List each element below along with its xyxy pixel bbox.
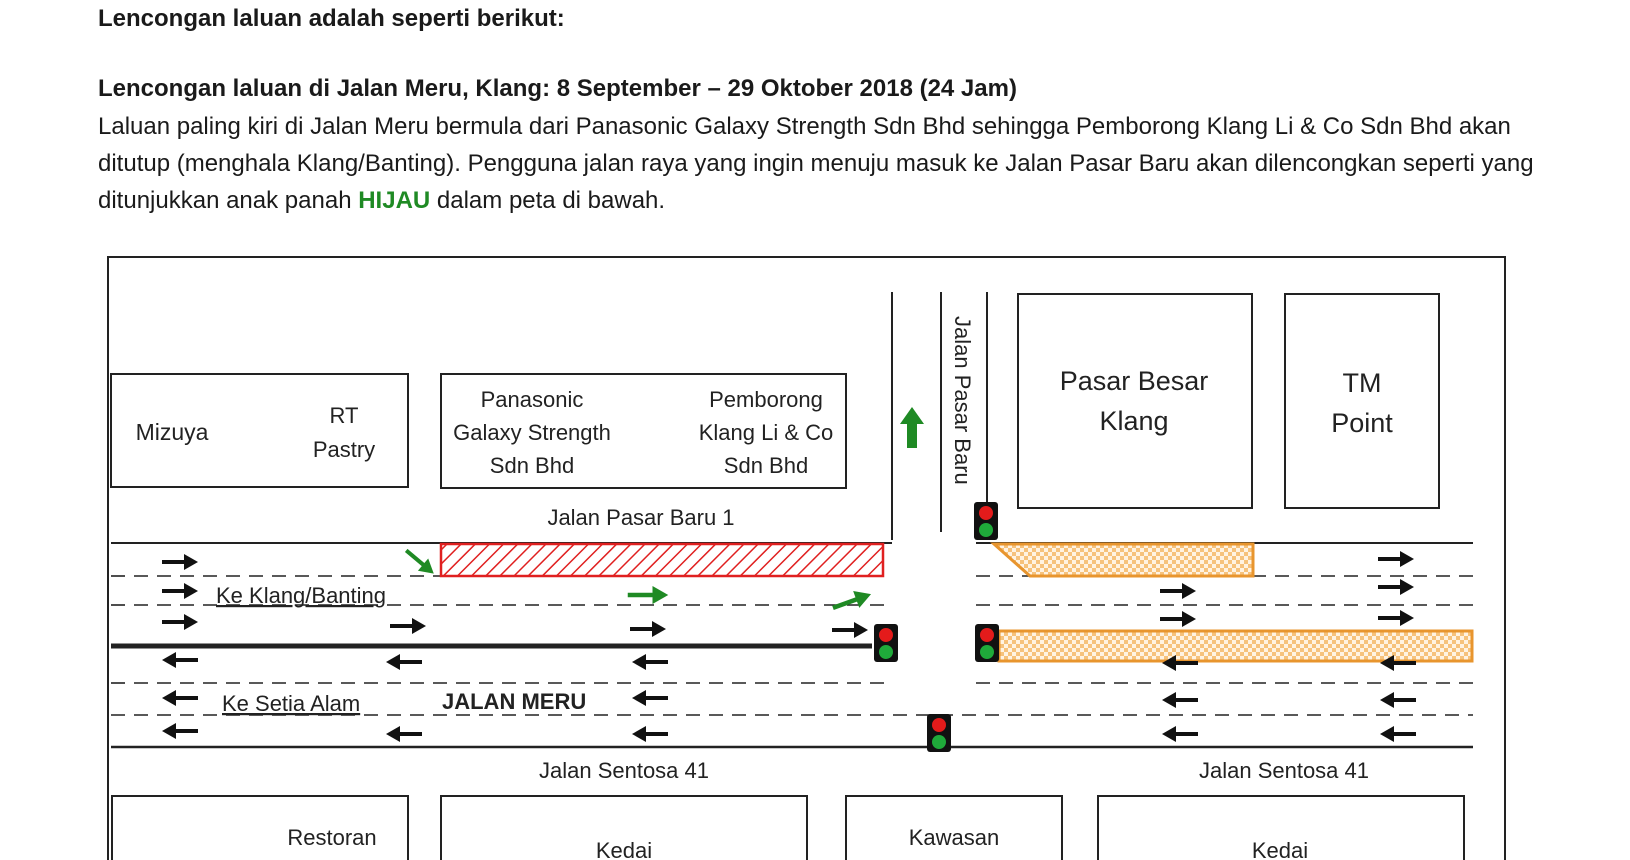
tm-point-label-line1: TM (1342, 368, 1382, 398)
arrow-left (632, 690, 668, 706)
rt-pastry-label-line1: RT (329, 403, 359, 428)
section-title: Lencongan laluan di Jalan Meru, Klang: 8 September – 29 Oktober 2018 (24 Jam) (98, 75, 1017, 102)
pemborong-label-line2: Klang Li & Co (698, 420, 834, 445)
traffic-signal (974, 502, 998, 540)
pemborong-label-line1: Pemborong (709, 387, 823, 412)
arrow-right (832, 622, 868, 638)
building-panasonic-pemborong (441, 374, 846, 488)
building-kawasan (846, 796, 1062, 860)
arrow-right (1378, 610, 1414, 626)
building-tm-point (1285, 294, 1439, 508)
traffic-signal (927, 714, 951, 752)
arrow-left (632, 726, 668, 742)
jalan-pasar-baru-label: Jalan Pasar Baru (950, 316, 975, 485)
detour-arrow (830, 586, 874, 617)
work-zone-lower (999, 631, 1472, 661)
arrow-right (162, 583, 198, 599)
arrow-left (1162, 692, 1198, 708)
arrow-right (630, 621, 666, 637)
closed-lane-zone (441, 544, 883, 576)
arrow-right (390, 618, 426, 634)
arrow-right (1160, 583, 1196, 599)
kedai-2-label: Kedai (1251, 838, 1309, 860)
arrow-left (162, 652, 198, 668)
building-mizuya-rt-pastry (111, 374, 408, 487)
traffic-signal (975, 624, 999, 662)
rt-pastry-label-line2: Pastry (312, 437, 376, 462)
arrow-left (162, 690, 198, 706)
kedai-1-label: Kedai (595, 838, 653, 860)
arrow-left (386, 654, 422, 670)
arrow-right (1160, 611, 1196, 627)
paragraph-highlight-hijau: HIJAU (358, 187, 431, 214)
arrow-left (632, 654, 668, 670)
ke-setia-alam-label: Ke Setia Alam (222, 691, 361, 716)
arrow-right (1378, 551, 1414, 567)
building-restoran (112, 796, 408, 860)
kawasan-label: Kawasan (908, 825, 1000, 850)
arrow-left (1380, 726, 1416, 742)
tm-point-label-line2: Point (1331, 408, 1393, 438)
arrow-left (162, 723, 198, 739)
pemborong-label-line3: Sdn Bhd (723, 453, 809, 478)
paragraph-text-end: dalam peta di bawah. (436, 187, 666, 214)
building-kedai-1 (441, 796, 807, 860)
arrow-left (386, 726, 422, 742)
pasar-besar-label-line1: Pasar Besar (1059, 366, 1209, 396)
building-kedai-2 (1098, 796, 1464, 860)
arrow-right (1378, 579, 1414, 595)
building-pasar-besar-klang (1018, 294, 1252, 508)
arrow-right (162, 614, 198, 630)
jalan-pasar-baru-1-label: Jalan Pasar Baru 1 (547, 505, 735, 530)
jalan-sentosa-41-left-label: Jalan Sentosa 41 (538, 758, 710, 783)
traffic-signal (874, 624, 898, 662)
pasar-besar-label-line2: Klang (1099, 406, 1169, 436)
work-zone-upper (994, 544, 1253, 576)
panasonic-label-line1: Panasonic (480, 387, 584, 412)
panasonic-label-line3: Sdn Bhd (489, 453, 575, 478)
arrow-right (162, 554, 198, 570)
restoran-label: Restoran (287, 825, 377, 850)
detour-arrow (628, 586, 669, 604)
panasonic-label-line2: Galaxy Strength (453, 420, 611, 445)
ke-klang-banting-label: Ke Klang/Banting (216, 583, 387, 608)
detour-arrow (401, 544, 439, 579)
paragraph-text-start: Laluan paling kiri di Jalan Meru bermula dari Panasonic Galaxy Strength Sdn Bhd sehingga Pemborong Klang Li & Co Sdn Bhd akan ditutup (menghala Klang/Banting). Pengguna jalan raya yang ingin menuju masuk ke Jalan Pasar Baru akan dilencongkan seperti yang ditunjukkan anak panah (98, 113, 1534, 214)
arrow-left (1380, 692, 1416, 708)
arrow-left (1162, 726, 1198, 742)
jalan-meru-label: JALAN MERU (442, 689, 587, 714)
document-heading: Lencongan laluan adalah seperti berikut: (98, 5, 565, 32)
jalan-sentosa-41-right-label: Jalan Sentosa 41 (1198, 758, 1370, 783)
mizuya-label: Mizuya (135, 419, 209, 445)
detour-arrow-up (900, 407, 924, 448)
